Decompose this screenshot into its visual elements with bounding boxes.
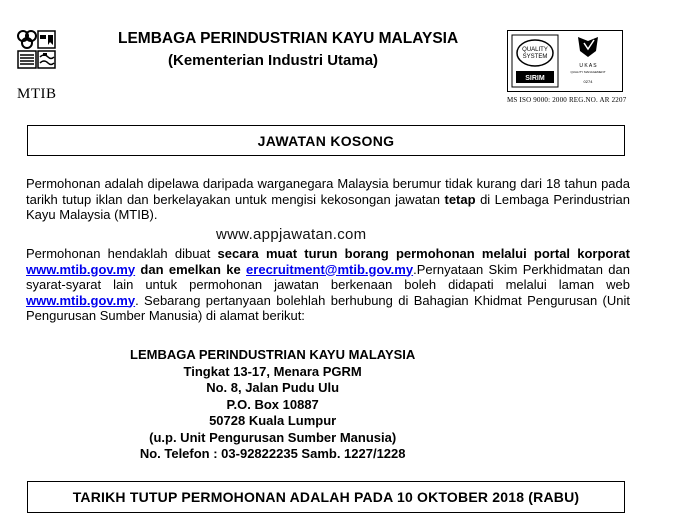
app-bold-1: secara muat turun borang permohonan melalui portal korporat xyxy=(217,246,630,261)
quality-bottom-text: SYSTEM xyxy=(522,54,548,60)
iso-registration: MS ISO 9000: 2000 REG.NO. AR 2207 xyxy=(507,96,627,104)
ukas-code-text: 0274 xyxy=(583,79,593,84)
certification-logos xyxy=(507,30,623,92)
address-line-org: LEMBAGA PERINDUSTRIAN KAYU MALAYSIA xyxy=(130,347,416,362)
paragraph-intro xyxy=(26,176,630,223)
address-line-floor: Tingkat 13-17, Menara PGRM xyxy=(183,363,362,379)
closing-date-box xyxy=(27,481,625,513)
closing-date-text: TARIKH TUTUP PERMOHONAN ADALAH PADA 10 OKTOBER 2018 (RABU) xyxy=(72,489,580,505)
app-text-1: Permohonan hendaklah dibuat xyxy=(26,246,218,261)
certification-badge-icon xyxy=(508,31,622,91)
paragraph-application xyxy=(26,246,630,324)
intro-text: Permohonan adalah dipelawa daripada warganegara Malaysia berumur tidak kurang dari 18 tahun pada tarikh tutup iklan dan berkelayakan untuk mengisi kekosongan jawatan xyxy=(26,176,630,207)
page-title: JAWATAN KOSONG xyxy=(257,132,395,149)
intro-bold: tetap xyxy=(444,191,476,207)
address-line-phone: No. Telefon : 03-92822235 Samb. 1227/1228 xyxy=(139,446,406,461)
address-line-attention: (u.p. Unit Pengurusan Sumber Manusia) xyxy=(149,429,397,445)
mtib-emblem-icon xyxy=(17,30,57,86)
app-bold-2: dan emelkan ke xyxy=(135,261,247,277)
intro-text-end: di Lembaga Perindustrian Kayu Malaysia (MTIB). xyxy=(26,191,630,222)
recruitment-email-link[interactable]: erecruitment@mtib.gov.my xyxy=(246,261,414,277)
watermark: www.appjawatan.com xyxy=(216,226,367,243)
org-name: LEMBAGA PERINDUSTRIAN KAYU MALAYSIA xyxy=(118,30,459,47)
ministry-name: (Kementerian Industri Utama) xyxy=(168,52,379,69)
ukas-sub-text: QUALITY MANAGEMENT xyxy=(570,70,606,74)
address-block xyxy=(130,347,415,463)
app-text-3: . Sebarang pertanyaan bolehlah berhubung di Bahagian Khidmat Pengurusan (Unit Pengurusan Sumber Manusia) di alamat berikut: xyxy=(26,292,630,323)
address-line-pobox: P.O. Box 10887 xyxy=(226,396,319,412)
address-line-city: 50728 Kuala Lumpur xyxy=(209,413,337,428)
address-line-street: No. 8, Jalan Pudu Ulu xyxy=(206,380,340,395)
title-box xyxy=(27,125,625,156)
sirim-text: SIRIM xyxy=(525,75,545,82)
quality-top-text: QUALITY xyxy=(522,47,548,53)
ukas-text: U K A S xyxy=(579,63,597,69)
mtib-website-link[interactable]: www.mtib.gov.my xyxy=(26,261,136,277)
app-text-2: .Pernyataan Skim Perkhidmatan dan syarat-syarat lain untuk permohonan jawatan berkenaan boleh didapati melalui laman web xyxy=(26,261,630,292)
logo-text: MTIB xyxy=(17,86,57,102)
mtib-website-link-2[interactable]: www.mtib.gov.my xyxy=(26,292,136,308)
